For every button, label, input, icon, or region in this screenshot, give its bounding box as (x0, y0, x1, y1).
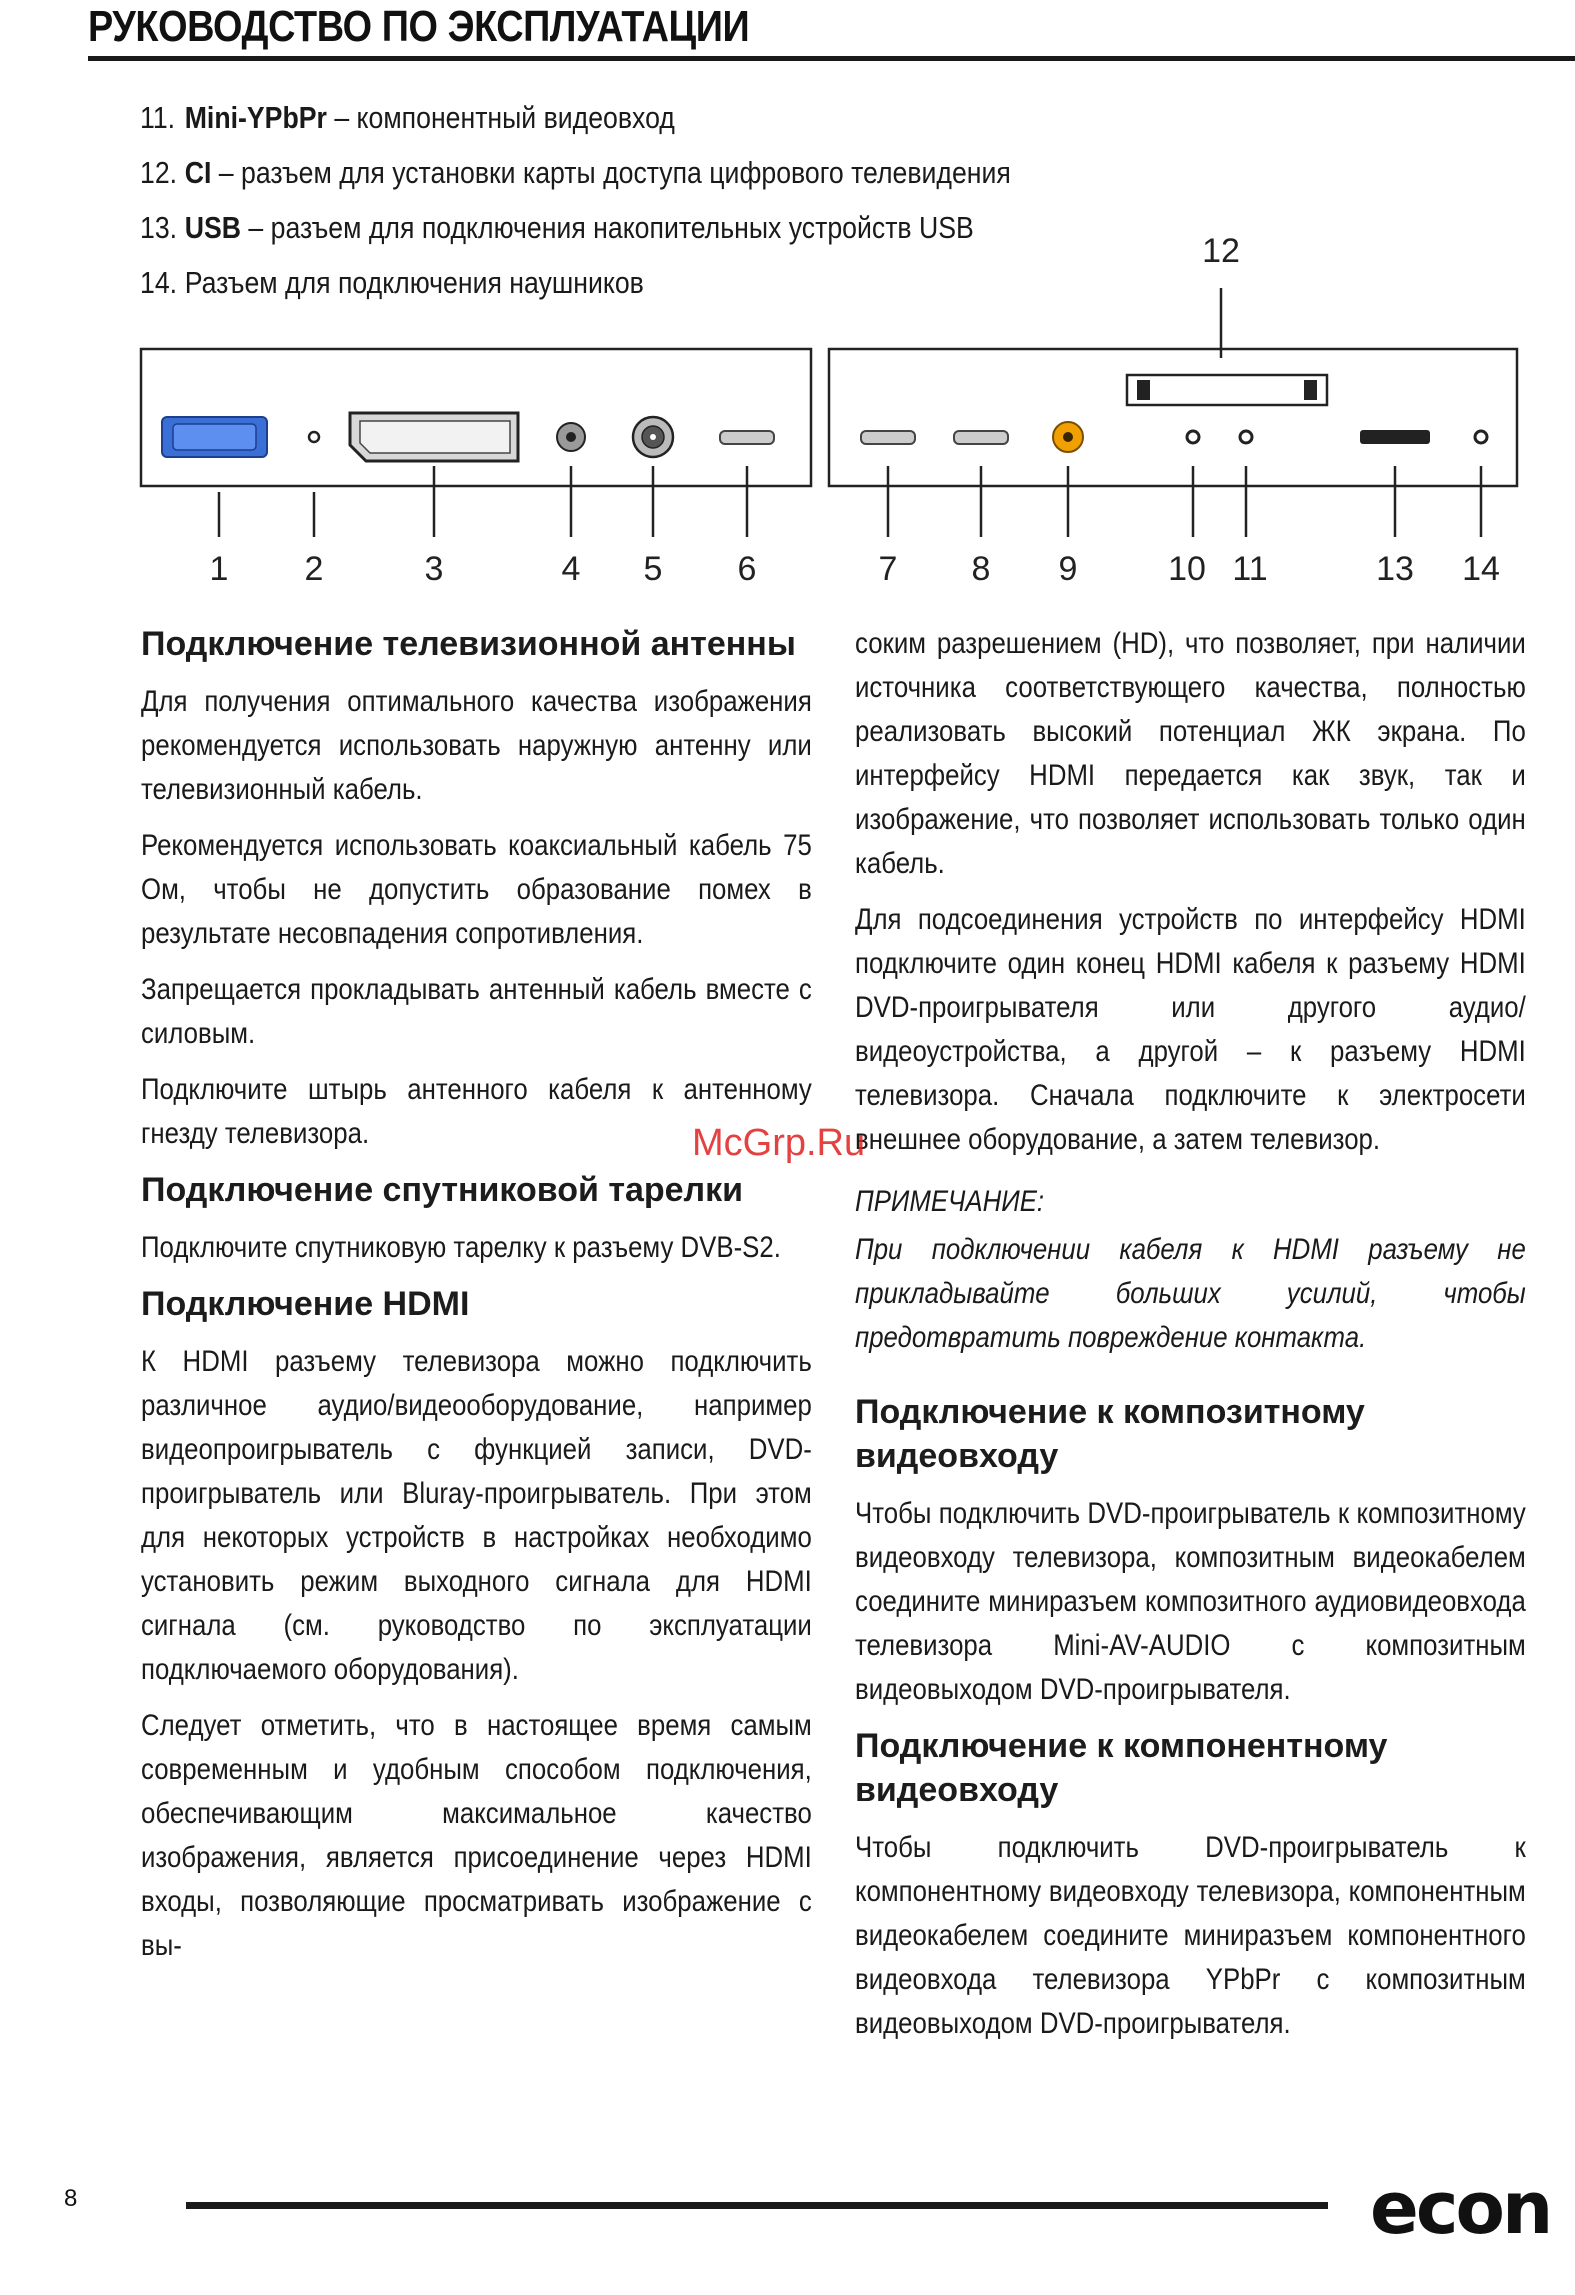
list-item-text: – разъем для подключения накопительных устройств USB (241, 210, 974, 245)
diagram-label: 13 (1376, 550, 1414, 588)
diagram-label: 9 (1058, 550, 1078, 588)
list-item-term: CI (184, 155, 212, 190)
audio-jack-icon (557, 423, 585, 451)
note-text: При подключении кабеля к HDMI разъему не прикладывайте больших усилий, чтобы предотвратить повреждение контакта. (855, 1233, 1526, 1354)
list-item-term: Mini-YPbPr (184, 100, 327, 135)
diagram-label: 3 (424, 550, 444, 588)
note-label: ПРИМЕЧАНИЕ: (855, 1185, 1045, 1218)
scart-port-icon (350, 413, 518, 461)
list-item-number: 14. (140, 265, 178, 300)
jack-icon (309, 432, 319, 442)
diagram-label: 12 (1202, 232, 1240, 270)
diagram-label: 4 (561, 550, 581, 588)
brand-logo: econ (1370, 2166, 1551, 2250)
coax-port-icon (633, 417, 673, 457)
jack-icon (1240, 431, 1252, 443)
jack-icon (1187, 431, 1199, 443)
paragraph: Подключите штырь антенного кабеля к антенному гнезду телевизора. (141, 1073, 812, 1150)
diagram-label: 11 (1232, 550, 1268, 588)
paragraph: К HDMI разъему телевизора можно подключить различное аудио/видеооборудование, например видеопроигрыватель с функцией записи, DVD-проигрыватель или Bluray-проигрыватель. При этом для некоторых устройств в настройках необходимо установить режим выходного сигнала для HDMI сигнала (см. руководство по эксплуатации подключаемого оборудования). (141, 1345, 812, 1686)
diagram-label: 10 (1168, 550, 1206, 588)
connector-diagram (0, 0, 1575, 600)
diagram-label: 8 (971, 550, 991, 588)
page-title: РУКОВОДСТВО ПО ЭКСПЛУАТАЦИИ (88, 2, 750, 51)
av-jack-icon (1053, 422, 1083, 452)
vga-port-icon (162, 417, 267, 457)
section-heading: Подключение спутниковой тарелки (141, 1171, 744, 1209)
hdmi-port-icon (861, 431, 915, 444)
diagram-label: 2 (304, 550, 324, 588)
list-item-text: Разъем для подключения наушников (184, 265, 644, 300)
section-heading: Подключение телевизионной антенны (141, 625, 796, 663)
paragraph: Для получения оптимального качества изображения рекомендуется использовать наружную антенну или телевизионный кабель. (141, 685, 812, 806)
paragraph: Запрещается прокладывать антенный кабель вместе с силовым. (141, 973, 812, 1050)
list-item-number: 12. (140, 155, 178, 190)
section-heading: Подключение к компонентному видеовходу (855, 1727, 1388, 1809)
list-item-term: USB (184, 210, 242, 245)
ci-slot-icon (1127, 375, 1327, 405)
watermark: McGrp.Ru (692, 1122, 866, 1164)
left-column (141, 622, 811, 1980)
paragraph: соким разрешением (HD), что позволяет, при наличии источника соответствующего качества, полностью реализовать высокий потенциал ЖК экрана. По интерфейсу HDMI передается как звук, так и изображение, что позволяет использовать только один кабель. (855, 627, 1526, 880)
diagram-label: 7 (878, 550, 898, 588)
paragraph: Чтобы подключить DVD-проигрыватель к композитному видеовходу телевизора, композитным видеокабелем соедините миниразъем композитного аудиовидеовхода телевизора Mini-AV-AUDIO с композитным видеовыходом DVD-проигрывателя. (855, 1497, 1526, 1706)
diagram-label: 6 (737, 550, 757, 588)
hdmi-port-icon (954, 431, 1008, 444)
list-item-text: – компонентный видеовход (326, 100, 675, 135)
paragraph: Следует отметить, что в настоящее время самым современным и удобным способом подключения, обеспечивающим максимальное качество изображения, является присоединение через HDMI входы, позволяющие просматривать изображение с вы- (141, 1709, 812, 1962)
list-item-text: – разъем для установки карты доступа цифрового телевидения (211, 155, 1011, 190)
list-item-number: 13. (140, 210, 178, 245)
hdmi-port-icon (720, 431, 774, 444)
right-panel (829, 349, 1517, 486)
section-heading: Подключение к композитному видеовходу (855, 1393, 1365, 1475)
section-heading: Подключение HDMI (141, 1285, 470, 1323)
usb-port-icon (1360, 430, 1430, 444)
diagram-label: 1 (209, 550, 229, 588)
right-column (855, 622, 1525, 2058)
paragraph: Рекомендуется использовать коаксиальный кабель 75 Ом, чтобы не допустить образование помех в результате несовпадения сопротивления. (141, 829, 812, 950)
footer-rule (186, 2202, 1328, 2209)
paragraph: Чтобы подключить DVD-проигрыватель к компонентному видеовходу телевизора, компонентным видеокабелем соедините миниразъем компонентного видеовхода телевизора YPbPr с композитным видеовыходом DVD-проигрывателя. (855, 1831, 1526, 2040)
paragraph: Подключите спутниковую тарелку к разъему DVB-S2. (141, 1231, 781, 1264)
diagram-label: 14 (1462, 550, 1500, 588)
headphone-jack-icon (1475, 431, 1487, 443)
page-number: 8 (64, 2185, 78, 2212)
diagram-label: 5 (643, 550, 663, 588)
paragraph: Для подсоединения устройств по интерфейсу HDMI подключите один конец HDMI кабеля к разъему HDMI DVD-проигрывателя или другого аудио/видеоустройства, а другой – к разъему HDMI телевизора. Сначала подключите к электросети внешнее оборудование, а затем телевизор. (855, 903, 1526, 1156)
list-item-number: 11. (140, 100, 176, 135)
